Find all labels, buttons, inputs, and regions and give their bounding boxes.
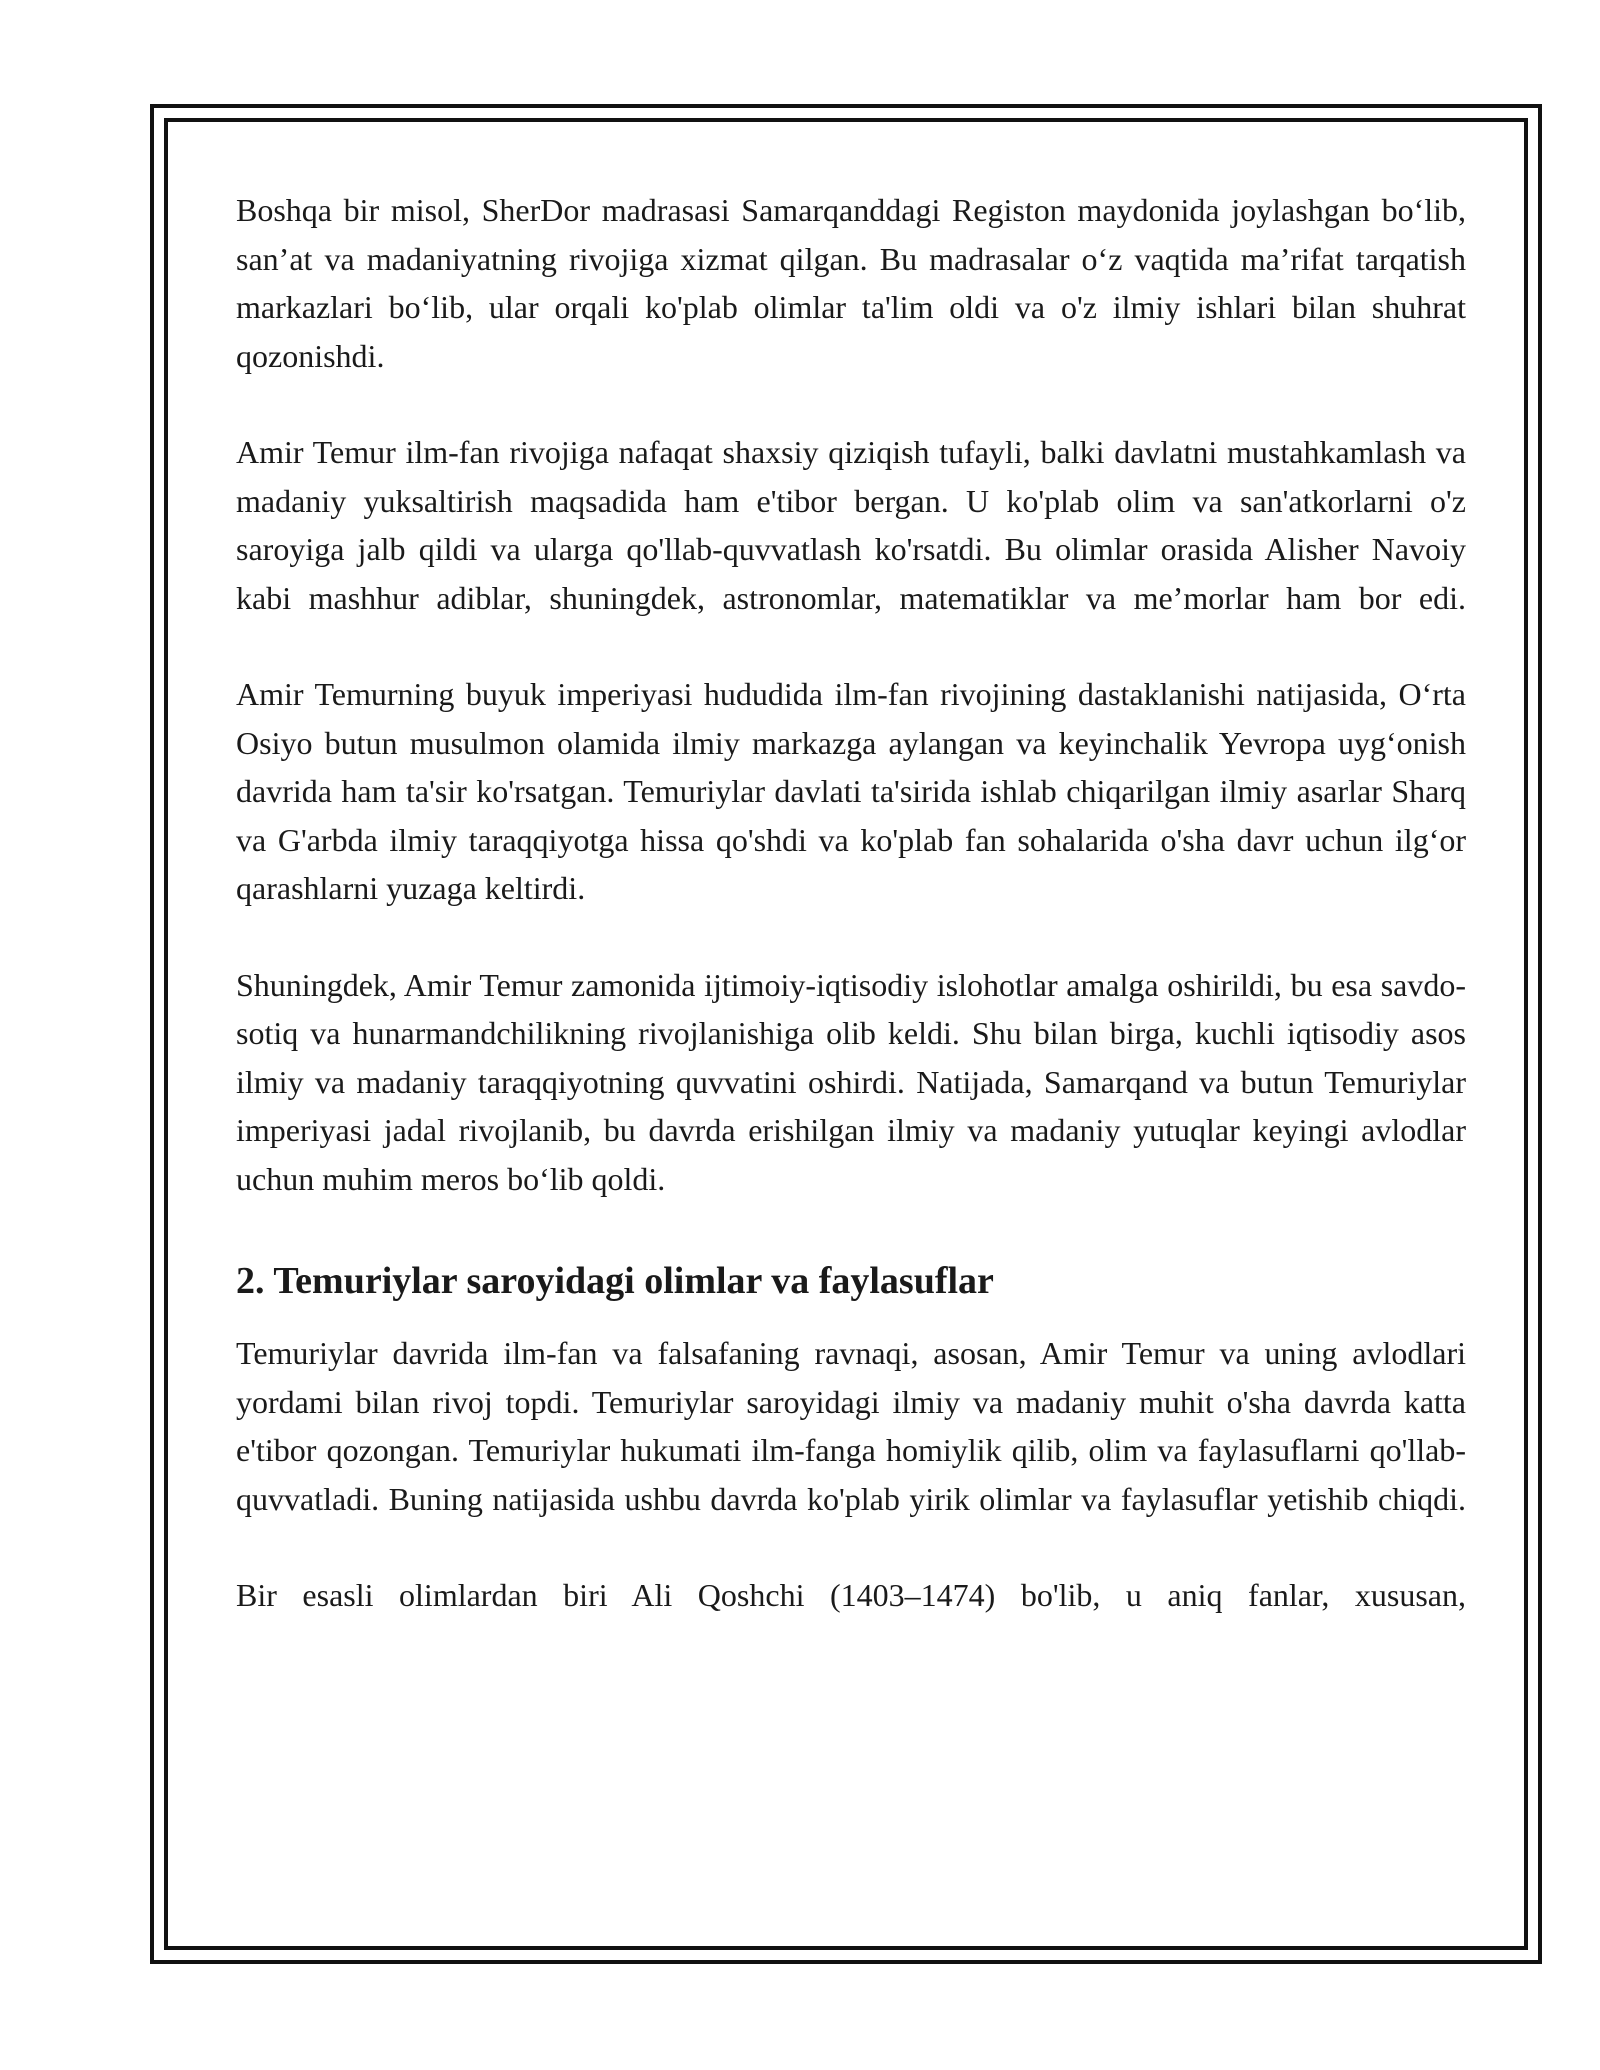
paragraph-ali-qoshchi: Bir esasli olimlardan biri Ali Qoshchi (1403–1474) bo'lib, u aniq fanlar, xususan, bbox=[236, 1577, 1466, 1613]
paragraph-amir-temur-science: Amir Temur ilm-fan rivojiga nafaqat shaxsiy qiziqish tufayli, balki davlatni mustahkamlash va madaniy yuksaltirish maqsadida ham e'tibor bergan. U ko'plab olim va san'atkorlarni o'z saroyiga jalb qildi va ularga qo'llab-quvvatlash ko'rsatdi. Bu olimlar orasida Alisher Navoiy kabi mashhur adiblar, shuningdek, astronomlar, matematiklar va me’morlar ham bor edi. bbox=[236, 434, 1466, 616]
paragraph-reforms: Shuningdek, Amir Temur zamonida ijtimoiy-iqtisodiy islohotlar amalga oshirildi, bu esa savdo-sotiq va hunarmandchilikning rivojlanishiga olib keldi. Shu bilan birga, kuchli iqtisodiy asos ilmiy va madaniy taraqqiyotning quvvatini oshirdi. Natijada, Samarqand va butun Temuriylar imperiyasi jadal rivojlanib, bu davrda erishilgan ilmiy va madaniy yutuqlar keyingi avlodlar uchun muhim meros bo‘lib qoldi. bbox=[236, 966, 1466, 1197]
paragraph-timurid-court: Temuriylar davrida ilm-fan va falsafaning ravnaqi, asosan, Amir Temur va uning avlodlari yordami bilan rivoj topdi. Temuriylar saroyidagi ilmiy va madaniy muhit o'sha davrda katta e'tibor qozongan. Temuriylar hukumati ilm-fanga homiylik qilib, olim va faylasuflarni qo'llab-quvvatladi. Buning natijasida ushbu davrda ko'plab yirik olimlar va faylasuflar yetishib chiqdi. bbox=[236, 1335, 1466, 1517]
paragraph-empire-science: Amir Temurning buyuk imperiyasi hududida ilm-fan rivojining dastaklanishi natijasida, O‘rta Osiyo butun musulmon olamida ilmiy markazga aylangan va keyinchalik Yevropa uyg‘onish davrida ham ta'sir ko'rsatgan. Temuriylar davlati ta'sirida ishlab chiqarilgan ilmiy asarlar Sharq va G'arbda ilmiy taraqqiyotga hissa qo'shdi va ko'plab fan sohalarida o'sha davr uchun ilg‘or qarashlarni yuzaga keltirdi. bbox=[236, 676, 1466, 906]
paragraph-sherdor: Boshqa bir misol, SherDor madrasasi Samarqanddagi Registon maydonida joylashgan bo‘lib, san’at va madaniyatning rivojiga xizmat qilgan. Bu madrasalar o‘z vaqtida ma’rifat tarqatish markazlari bo‘lib, ular orqali ko'plab olimlar ta'lim oldi va o'z ilmiy ishlari bilan shuhrat qozonishdi. bbox=[236, 192, 1466, 374]
section-heading: 2. Temuriylar saroyidagi olimlar va faylasuflar bbox=[236, 1260, 994, 1302]
document-body bbox=[236, 186, 1466, 1668]
